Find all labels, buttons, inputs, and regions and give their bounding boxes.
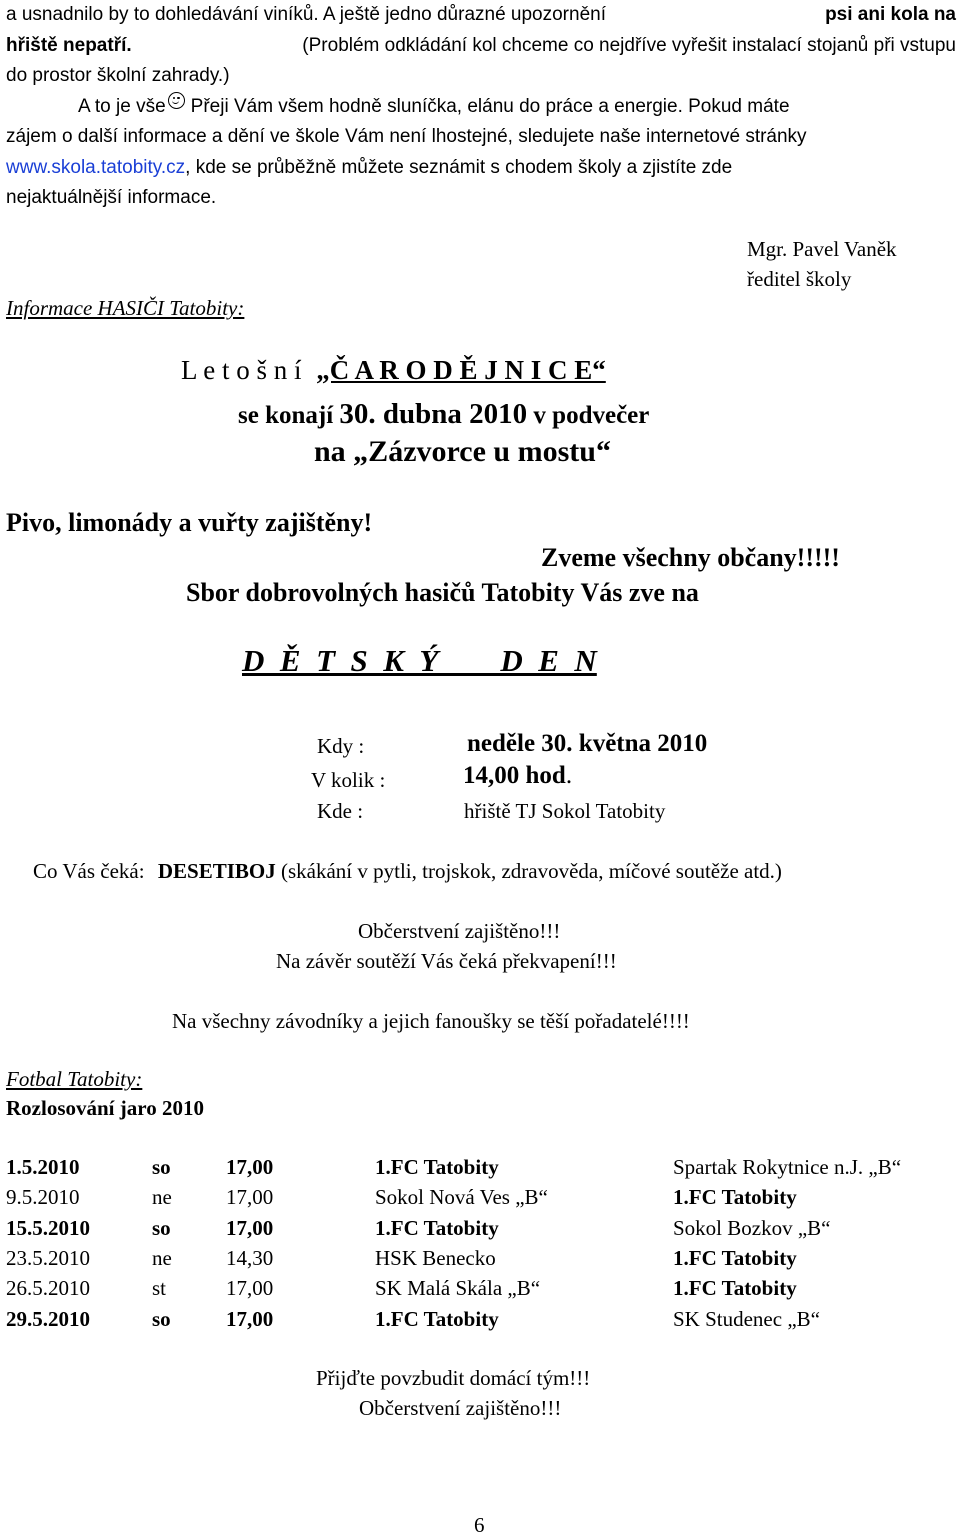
match-home: Sokol Nová Ves „B“ bbox=[375, 1185, 548, 1210]
where-label: Kde : bbox=[317, 799, 364, 823]
match-day: so bbox=[152, 1155, 171, 1179]
witches-title: „Č A R O D Ě J N I C E“ bbox=[316, 355, 606, 385]
hasici-heading: Informace HASIČI Tatobity: bbox=[6, 296, 245, 320]
fotbal-subheading: Rozlosování jaro 2010 bbox=[6, 1096, 204, 1120]
intro-warning-bold-2: hřiště nepatří. bbox=[6, 34, 132, 56]
match-time: 17,00 bbox=[226, 1185, 274, 1210]
drinks-line: Pivo, limonády a vuřty zajištěny! bbox=[6, 508, 373, 537]
table-row bbox=[6, 1276, 956, 1306]
match-day: so bbox=[152, 1306, 171, 1331]
intro-line-4 bbox=[6, 92, 956, 123]
sbor-line: Sbor dobrovolných hasičů Tatobity Vás zve na bbox=[186, 578, 699, 607]
intro-line-5 bbox=[6, 122, 956, 153]
fotbal-heading: Fotbal Tatobity: bbox=[6, 1067, 143, 1091]
intro-text: , kde se průběžně můžete seznámit s chodem školy a zjistíte zde bbox=[185, 156, 733, 178]
match-date: 15.5.2010 bbox=[6, 1215, 90, 1240]
witches-place: na „Zázvorce u mostu“ bbox=[314, 435, 611, 468]
match-time: 17,00 bbox=[226, 1276, 274, 1301]
intro-text: Přeji Vám všem hodně sluníčka, elánu do práce a energie. Pokud máte bbox=[190, 95, 790, 117]
witches-date-line bbox=[238, 398, 649, 431]
match-home: HSK Benecko bbox=[375, 1245, 496, 1270]
smiley-icon bbox=[168, 92, 185, 109]
match-away: Sokol Bozkov „B“ bbox=[673, 1215, 831, 1240]
intro-line-6 bbox=[6, 153, 956, 184]
match-day: st bbox=[152, 1276, 167, 1301]
date-value: 30. dubna 2010 bbox=[339, 398, 528, 430]
match-away: Spartak Rokytnice n.J. „B“ bbox=[673, 1155, 902, 1179]
match-date: 29.5.2010 bbox=[6, 1306, 90, 1331]
match-date: 1.5.2010 bbox=[6, 1155, 80, 1179]
match-time: 17,00 bbox=[226, 1306, 274, 1331]
intro-text: (Problém odkládání kol chceme co nejdříve vyřešit instalací stojanů při vstupu bbox=[302, 34, 956, 56]
where-value: hřiště TJ Sokol Tatobity bbox=[464, 799, 666, 823]
match-time: 14,30 bbox=[226, 1245, 274, 1270]
match-day: so bbox=[152, 1215, 171, 1240]
time-dot: . bbox=[565, 762, 573, 789]
match-day: ne bbox=[152, 1185, 172, 1210]
match-date: 26.5.2010 bbox=[6, 1276, 90, 1301]
match-time: 17,00 bbox=[226, 1155, 274, 1179]
match-date: 9.5.2010 bbox=[6, 1185, 80, 1210]
intro-warning-bold: psi ani kola na bbox=[825, 4, 956, 25]
fans-line: Na všechny závodníky a jejich fanoušky se těší pořadatelé!!!! bbox=[172, 1009, 690, 1033]
when-value: neděle 30. května 2010 bbox=[467, 730, 708, 757]
signature-name: Mgr. Pavel Vaněk bbox=[747, 237, 897, 261]
table-row bbox=[6, 1185, 956, 1215]
page-number: 6 bbox=[474, 1513, 485, 1537]
intro-text: zájem o další informace a dění ve škole Vám není lhostejné, sledujete naše internetové stránky bbox=[6, 126, 807, 147]
awaits-rest: (skákání v pytli, trojskok, zdravověda, míčové soutěže atd.) bbox=[280, 859, 782, 883]
time-value: 14,00 hod bbox=[463, 762, 566, 789]
time-row bbox=[463, 762, 572, 790]
match-home: SK Malá Skála „B“ bbox=[375, 1276, 541, 1301]
invite-line: Zveme všechny občany!!!!! bbox=[541, 543, 840, 572]
match-date: 23.5.2010 bbox=[6, 1245, 90, 1270]
intro-line-7 bbox=[6, 183, 956, 214]
date-suffix: v podvečer bbox=[533, 402, 650, 429]
intro-text: nejaktuálnější informace. bbox=[6, 187, 217, 208]
awaits-label: Co Vás čeká: bbox=[33, 859, 145, 883]
match-home: 1.FC Tatobity bbox=[375, 1155, 499, 1179]
when-label: Kdy : bbox=[317, 734, 365, 758]
intro-line-3 bbox=[6, 61, 956, 92]
awaits-bold: DESETIBOJ bbox=[157, 859, 276, 883]
intro-text: A to je vše bbox=[78, 95, 166, 117]
match-away: 1.FC Tatobity bbox=[673, 1276, 797, 1301]
match-away: 1.FC Tatobity bbox=[673, 1185, 797, 1210]
intro-text: do prostor školní zahrady.) bbox=[6, 65, 230, 86]
surprise-line: Na závěr soutěží Vás čeká překvapení!!! bbox=[276, 949, 617, 973]
match-home: 1.FC Tatobity bbox=[375, 1215, 499, 1240]
intro-line-1 bbox=[6, 0, 956, 31]
table-row bbox=[6, 1246, 956, 1276]
match-away: SK Studenec „B“ bbox=[673, 1306, 820, 1331]
table-row bbox=[6, 1155, 956, 1185]
intro-line-2 bbox=[6, 31, 956, 62]
refresh-line: Občerstvení zajištěno!!! bbox=[358, 919, 561, 943]
table-row bbox=[6, 1216, 956, 1246]
witches-prefix: L e t o š n í bbox=[181, 355, 302, 385]
signature-role: ředitel školy bbox=[747, 267, 852, 291]
table-row bbox=[6, 1307, 956, 1337]
fotbal-refresh-line: Občerstvení zajištěno!!! bbox=[359, 1396, 562, 1420]
witches-line bbox=[181, 355, 606, 386]
date-prefix: se konají bbox=[238, 402, 334, 429]
match-home: 1.FC Tatobity bbox=[375, 1306, 499, 1331]
time-label: V kolik : bbox=[311, 768, 386, 792]
intro-text: a usnadnilo by to dohledávání viníků. A ještě jedno důrazné upozornění bbox=[6, 4, 606, 25]
match-time: 17,00 bbox=[226, 1215, 274, 1240]
match-away: 1.FC Tatobity bbox=[673, 1245, 797, 1270]
cheer-line: Přijďte povzbudit domácí tým!!! bbox=[316, 1366, 591, 1390]
school-website-link[interactable]: www.skola.tatobity.cz bbox=[6, 156, 186, 178]
intro-paragraph bbox=[6, 0, 956, 214]
awaits-line bbox=[33, 859, 782, 884]
childrens-day-title: D Ě T S K Ý D E N bbox=[242, 643, 597, 678]
match-day: ne bbox=[152, 1245, 172, 1270]
